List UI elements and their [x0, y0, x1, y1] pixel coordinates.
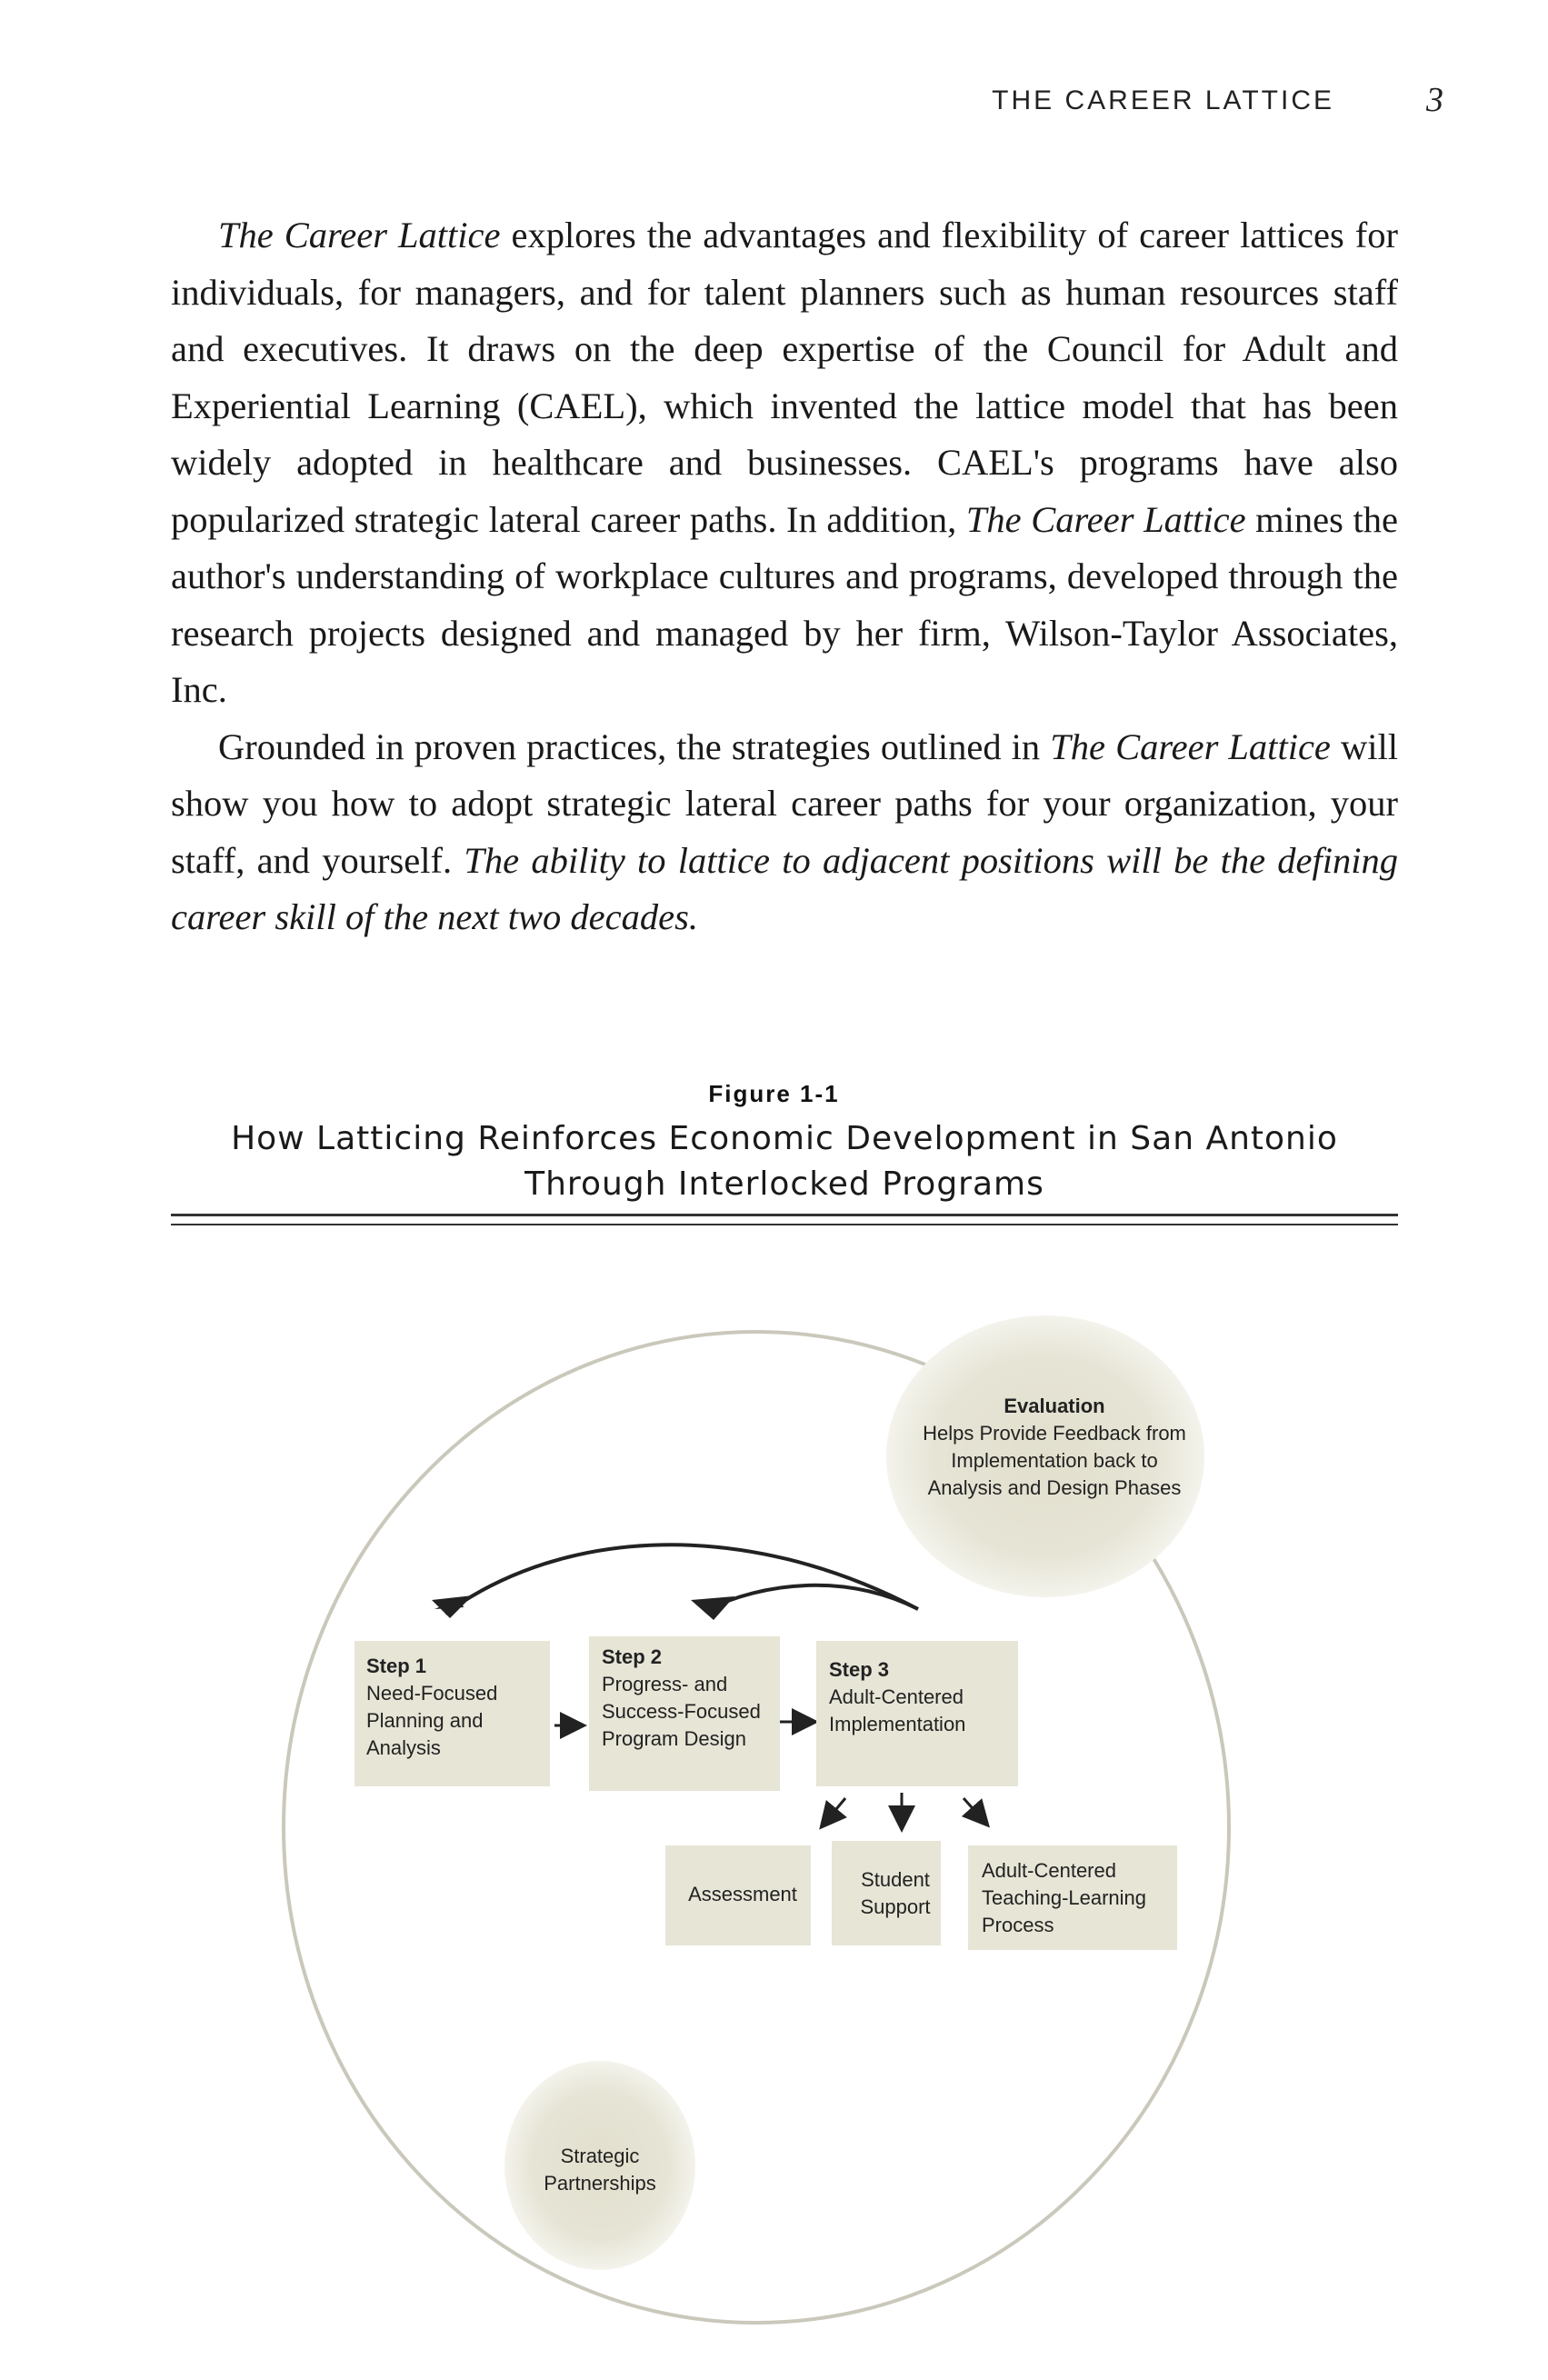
evaluation-heading: Evaluation — [1004, 1395, 1105, 1417]
step1-label — [366, 1653, 548, 1762]
assessment-label: Assessment — [688, 1883, 797, 1905]
page-number: 3 — [1426, 81, 1443, 119]
arrowhead-step1-fill — [432, 1595, 473, 1618]
emphasis-italic: The ability to lattice to adjacent positions will be the defining career skill of the next two decades. — [171, 839, 1399, 937]
paragraph-text: Grounded in proven practices, the strategies outlined in — [218, 725, 1051, 767]
evaluation-text: Helps Provide Feedback from Implementation back to Analysis and Design Phases — [923, 1422, 1186, 1499]
step2-label — [602, 1644, 774, 1753]
feedback-arc-long — [445, 1545, 918, 1614]
paragraph-text: mines the author's understanding of workplace cultures and programs, developed through the research projects designed and managed by her firm, Wilson-Taylor Associates, Inc. — [171, 498, 1398, 710]
step3-label — [829, 1656, 1011, 1738]
student-support-label: Student Support — [860, 1868, 931, 1918]
arrow-to-assessment — [823, 1798, 845, 1825]
step1-text: Need-Focused Planning and Analysis — [366, 1682, 498, 1759]
figure-label: Figure 1-1 — [708, 1080, 840, 1107]
figure-title: How Latticing Reinforces Economic Development in San Antonio Through Interlocked Programs — [231, 1120, 1338, 1203]
feedback-arc-short — [704, 1585, 918, 1611]
strategic-partnerships-label: Strategic Partnerships — [544, 2145, 656, 2195]
paragraph-text: explores the advantages and flexibility of career lattices for individuals, for managers, and for talent planners such as human resources staff and executives. It draws on the deep expertise of the Council for Adult and Experiential Learning (CAEL), which invented the lattice model that has been widely adopted in healthcare and businesses. CAEL's programs have also popularized strategic lateral career paths. In addition, — [171, 215, 1399, 540]
book-title-italic: The Career Lattice — [1050, 725, 1331, 767]
step3-heading: Step 3 — [829, 1658, 890, 1681]
step1-heading: Step 1 — [366, 1655, 427, 1677]
arrow-to-teaching-learning — [964, 1798, 986, 1824]
step2-text: Progress- and Success-Focused Program Design — [602, 1673, 761, 1750]
step2-heading: Step 2 — [602, 1645, 663, 1668]
evaluation-label — [918, 1393, 1191, 1502]
arrowhead-step2 — [691, 1596, 734, 1620]
book-title-italic: The Career Lattice — [965, 498, 1246, 540]
book-title-italic: The Career Lattice — [218, 215, 501, 255]
teaching-learning-label: Adult-Centered Teaching-Learning Process — [982, 1859, 1147, 1936]
step3-text: Adult-Centered Implementation — [829, 1685, 966, 1735]
running-head: THE CAREER LATTICE — [992, 85, 1334, 115]
paragraph-text: will show you how to adopt strategic lateral career paths for your organization, your staff, and yourself. — [171, 725, 1398, 881]
